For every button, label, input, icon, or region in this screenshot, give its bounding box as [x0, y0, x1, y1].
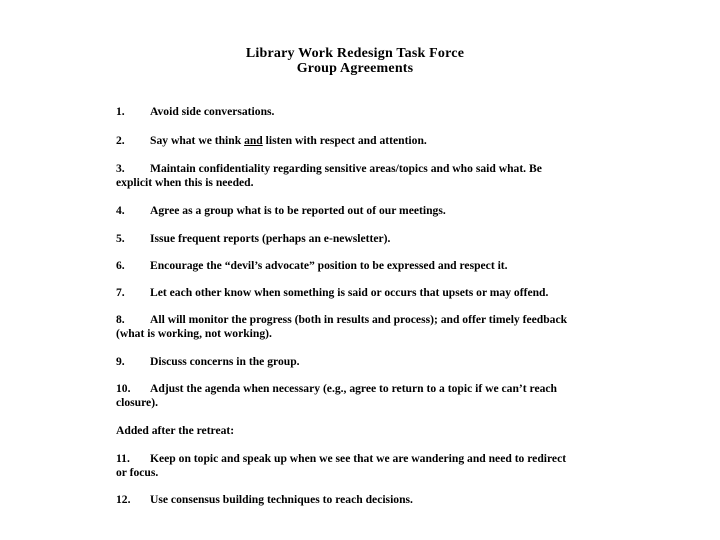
item-number: 5.	[116, 232, 125, 245]
item-text: Keep on topic and speak up when we see that we are wandering and need to redirect	[150, 452, 567, 465]
agreement-item-6	[116, 259, 586, 273]
document-subtitle: Group Agreements	[296, 61, 414, 76]
item-text: Let each other know when something is said or occurs that upsets or may offend.	[150, 286, 549, 299]
item-text: Use consensus building techniques to reach decisions.	[150, 493, 413, 506]
item-continuation: or focus.	[116, 466, 159, 479]
item-number: 3.	[116, 162, 125, 175]
agreement-item-5	[116, 232, 586, 246]
agreement-item-2	[116, 134, 586, 148]
item-text: All will monitor the progress (both in results and process); and offer timely feedback	[150, 313, 568, 326]
item-text-underlined: and	[244, 134, 263, 147]
item-text: Adjust the agenda when necessary (e.g., agree to return to a topic if we can’t reach	[150, 382, 558, 395]
item-continuation: explicit when this is needed.	[116, 176, 254, 189]
agreement-item-11	[116, 452, 586, 480]
agreement-item-10	[116, 382, 586, 410]
item-continuation: (what is working, not working).	[116, 327, 272, 340]
item-text: Issue frequent reports (perhaps an e-newsletter).	[150, 232, 391, 245]
item-text: Maintain confidentiality regarding sensitive areas/topics and who said what. Be	[150, 162, 542, 175]
agreement-item-7	[116, 286, 586, 300]
item-text-before: Say what we think	[150, 134, 245, 147]
item-number: 9.	[116, 355, 125, 368]
item-text: Agree as a group what is to be reported out of our meetings.	[150, 204, 446, 217]
item-text: Avoid side conversations.	[150, 105, 275, 118]
item-text: Encourage the “devil’s advocate” position to be expressed and respect it.	[150, 259, 508, 272]
item-text: Discuss concerns in the group.	[150, 355, 300, 368]
item-number: 2.	[116, 134, 125, 147]
item-number: 1.	[116, 105, 125, 118]
agreement-item-4	[116, 204, 586, 218]
agreement-item-1	[116, 105, 586, 119]
item-continuation: closure).	[116, 396, 158, 409]
item-number: 12.	[116, 493, 131, 506]
added-after-retreat-heading: Added after the retreat:	[116, 424, 235, 437]
document-title: Library Work Redesign Task Force	[245, 46, 465, 61]
agreement-item-12	[116, 493, 586, 507]
item-number: 7.	[116, 286, 125, 299]
item-number: 8.	[116, 313, 125, 326]
item-number: 4.	[116, 204, 125, 217]
item-number: 10.	[116, 382, 131, 395]
agreement-item-9	[116, 355, 586, 369]
agreement-item-3	[116, 162, 586, 190]
item-text-after: listen with respect and attention.	[262, 134, 427, 147]
agreement-item-8	[116, 313, 586, 341]
item-number: 11.	[116, 452, 130, 465]
item-number: 6.	[116, 259, 125, 272]
